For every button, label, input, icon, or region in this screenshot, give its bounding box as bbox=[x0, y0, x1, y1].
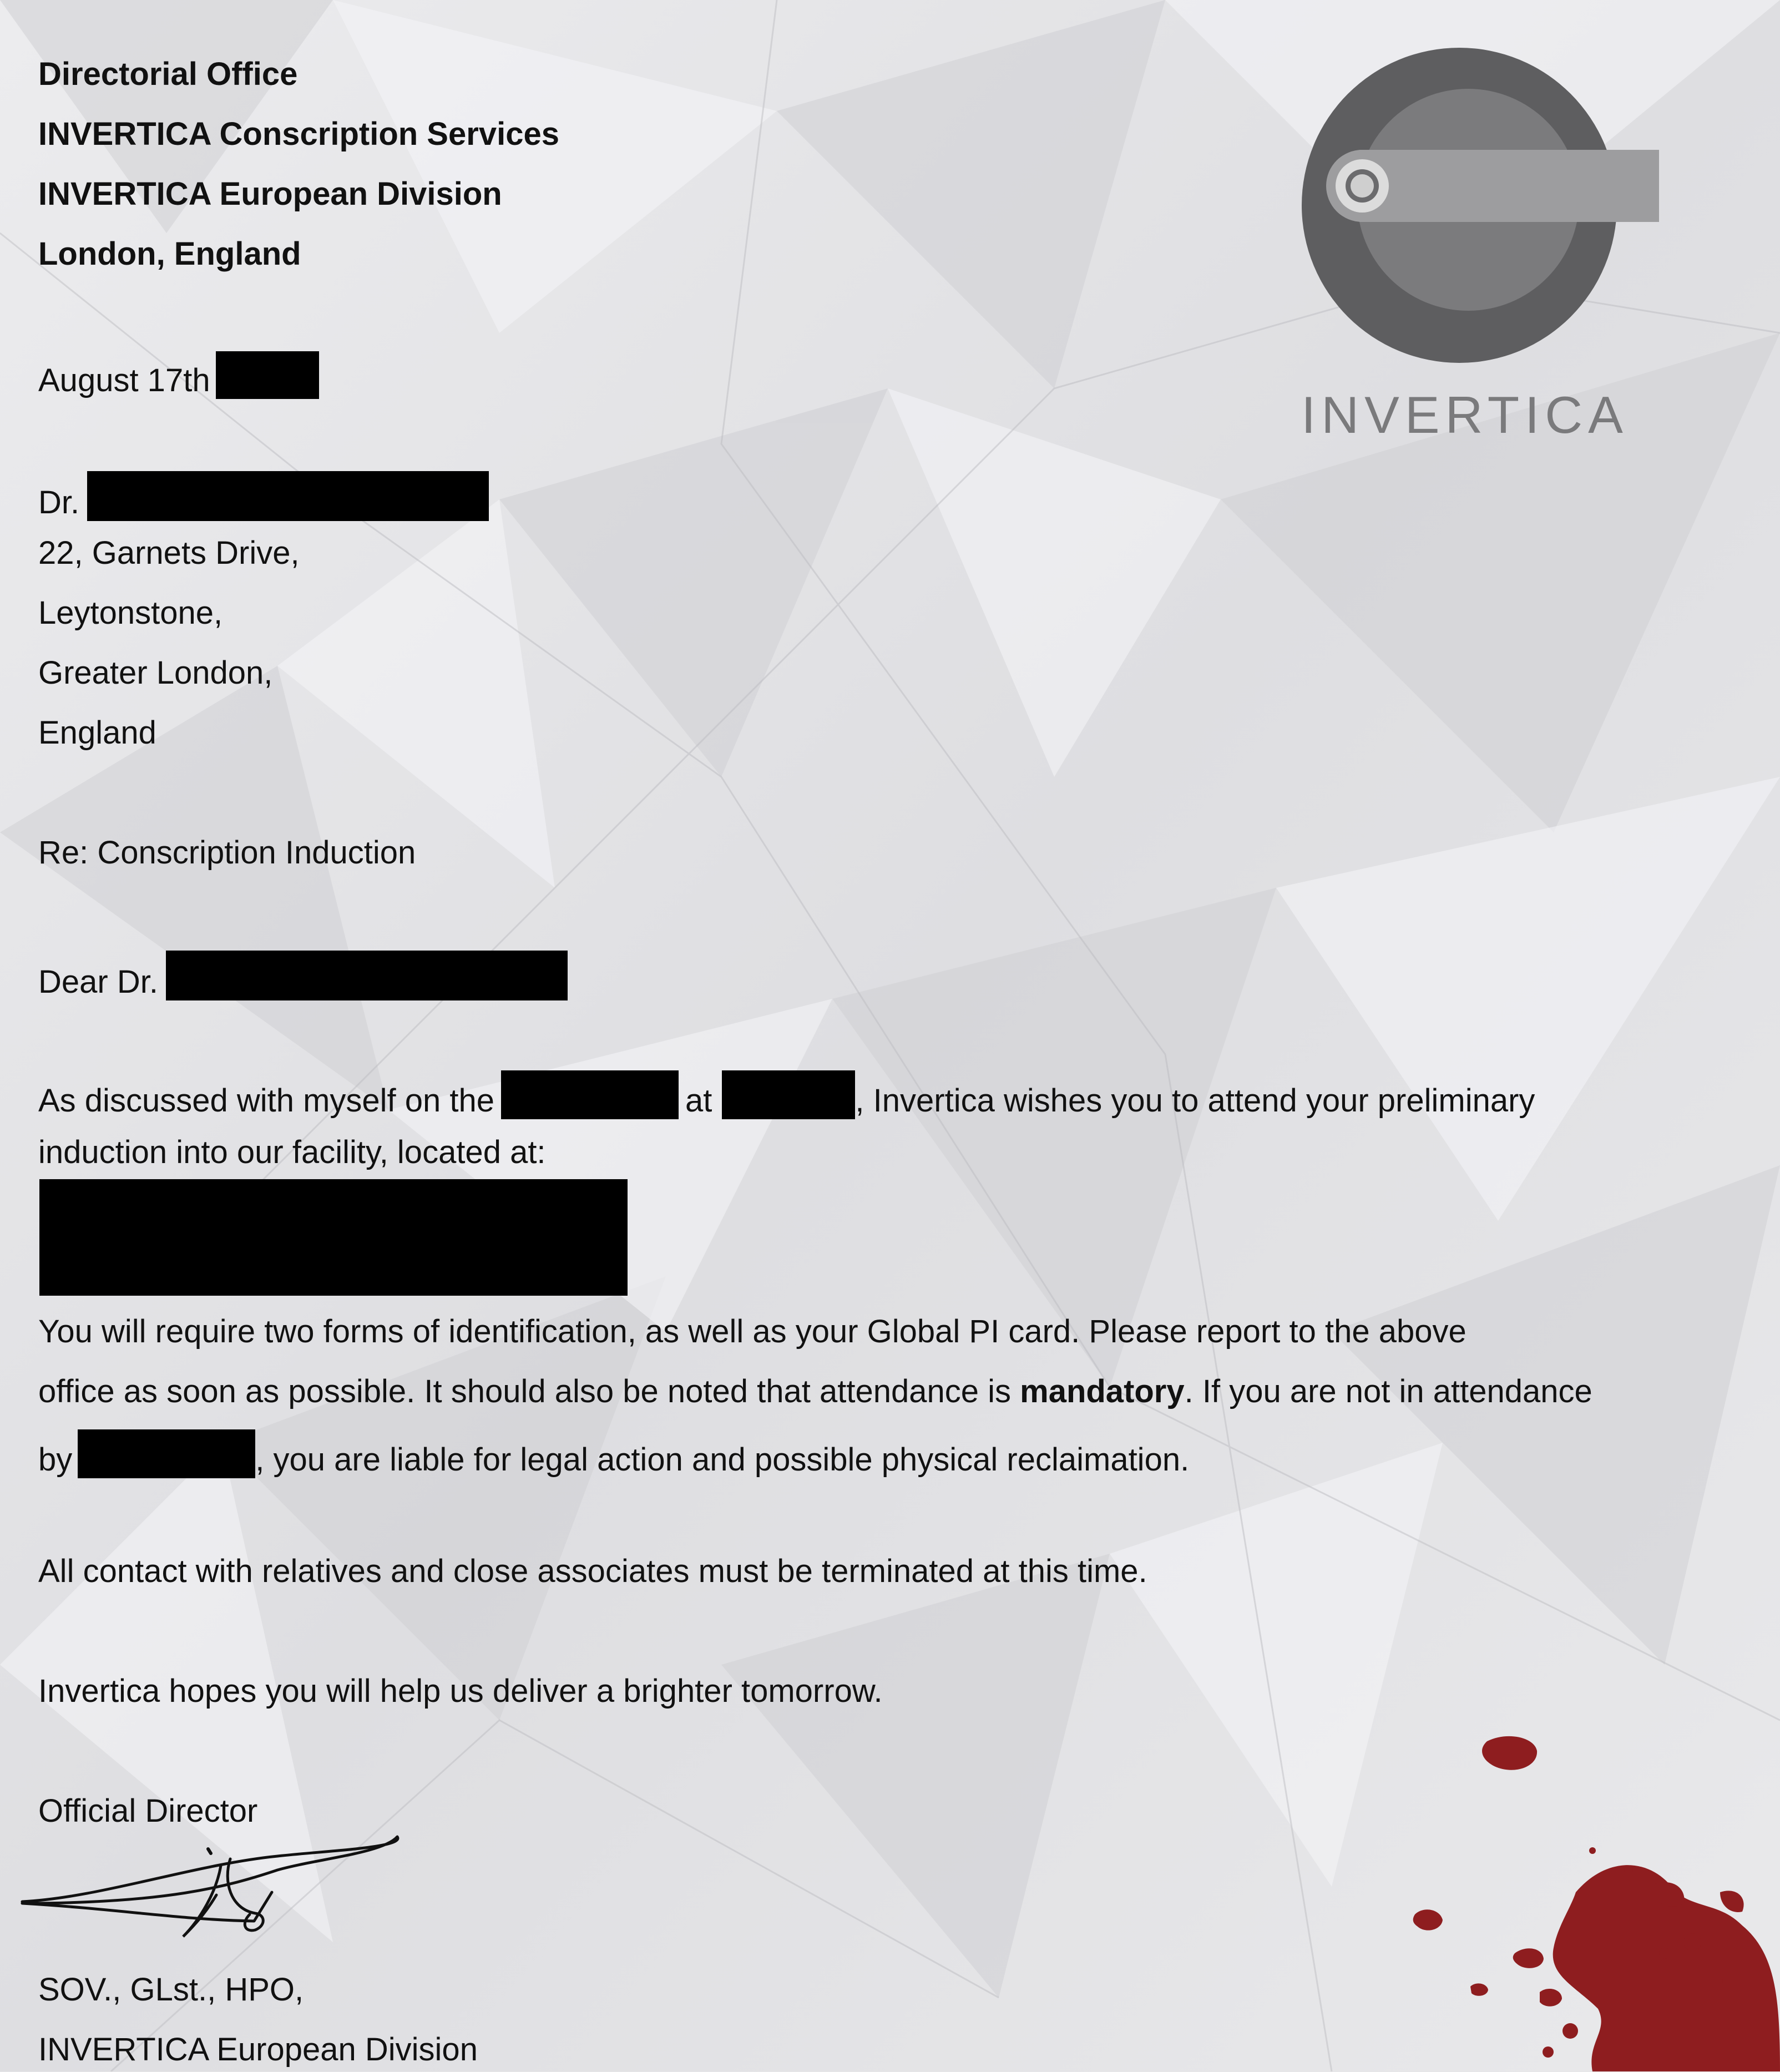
date-text: August 17th bbox=[38, 362, 210, 398]
body-paragraph-3: All contact with relatives and close associates must be terminated at this time. bbox=[38, 1553, 1147, 1589]
logo-wordmark: INVERTICA bbox=[1301, 386, 1629, 444]
redacted-facility-address bbox=[39, 1179, 628, 1296]
p2-text-e: , you are liable for legal action and possible physical reclaimation. bbox=[255, 1442, 1190, 1478]
recipient-address-4: England bbox=[38, 715, 156, 751]
p2-text-d: by bbox=[38, 1442, 73, 1478]
closing-division: INVERTICA European Division bbox=[38, 2031, 478, 2068]
recipient-name-line bbox=[38, 471, 489, 525]
sender-division: INVERTICA European Division bbox=[38, 176, 502, 212]
body-paragraph-2-line-1: You will require two forms of identification, as well as your Global PI card. Please report to the above bbox=[38, 1313, 1467, 1350]
greeting-text: Dear Dr. bbox=[38, 964, 158, 1000]
recipient-address-2: Leytonstone, bbox=[38, 595, 223, 631]
redacted-meeting-date bbox=[501, 1070, 679, 1119]
p1-text-a: As discussed with myself on the bbox=[38, 1083, 495, 1119]
recipient-salutation: Dr. bbox=[38, 484, 80, 520]
redacted-year bbox=[216, 351, 319, 399]
redacted-recipient-name bbox=[87, 471, 489, 521]
subject-line: Re: Conscription Induction bbox=[38, 835, 416, 871]
redacted-greeting-name bbox=[166, 951, 568, 1000]
redacted-meeting-time bbox=[722, 1070, 855, 1119]
body-paragraph-1-line-2: induction into our facility, located at: bbox=[38, 1134, 546, 1170]
p2-text-b: office as soon as possible. It should also be noted that attendance is bbox=[38, 1373, 1011, 1409]
p1-text-b: at bbox=[685, 1083, 712, 1119]
p2-text-c: . If you are not in attendance bbox=[1184, 1373, 1592, 1409]
redacted-deadline bbox=[78, 1429, 255, 1478]
invertica-logo bbox=[1293, 39, 1659, 461]
body-paragraph-4: Invertica hopes you will help us deliver a brighter tomorrow. bbox=[38, 1673, 883, 1709]
body-paragraph-2-line-2 bbox=[38, 1369, 1592, 1414]
mandatory-emphasis: mandatory bbox=[1020, 1373, 1185, 1409]
recipient-address-3: Greater London, bbox=[38, 655, 273, 691]
body-paragraph-2-line-3 bbox=[38, 1429, 1189, 1482]
handwritten-signature bbox=[17, 1798, 405, 1964]
body-paragraph-1-line-1 bbox=[38, 1070, 1535, 1123]
p1-text-c: , Invertica wishes you to attend your preliminary bbox=[855, 1083, 1535, 1119]
greeting-line bbox=[38, 951, 568, 1004]
sender-service: INVERTICA Conscription Services bbox=[38, 116, 559, 152]
sender-office: Directorial Office bbox=[38, 56, 298, 92]
sender-location: London, England bbox=[38, 236, 301, 272]
closing-credentials: SOV., GLst., HPO, bbox=[38, 1972, 304, 2008]
blood-splatter bbox=[1409, 1720, 1780, 2071]
letter-date bbox=[38, 351, 319, 403]
closing-title: Official Director bbox=[38, 1793, 258, 1829]
recipient-address-1: 22, Garnets Drive, bbox=[38, 535, 300, 571]
